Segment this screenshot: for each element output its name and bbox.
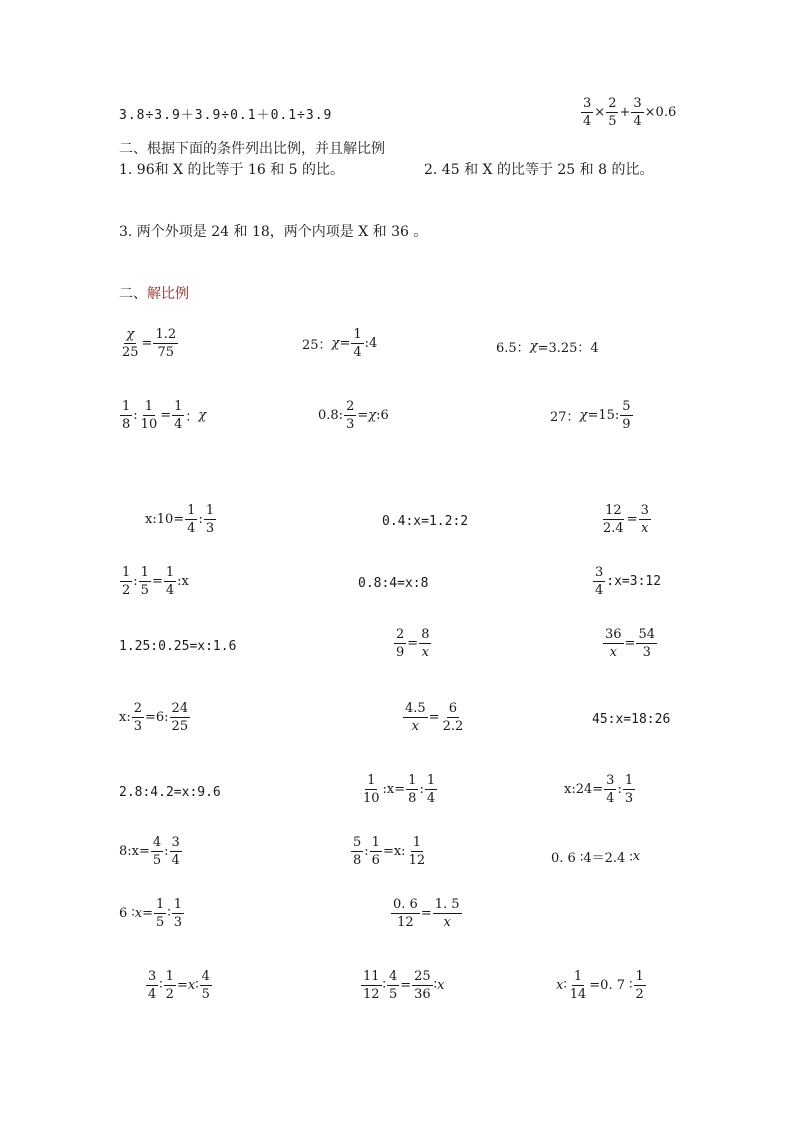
problem-4: $\frac{1}{8}$ : $\frac{1}{10}$ = $\frac{1}{4}$ ： χ bbox=[122, 399, 207, 432]
problem-26: $\frac{0. 6}{12}$ = $\frac{1. 5}{x}$ bbox=[393, 897, 460, 930]
top-expression-2: $\frac{3}{4}$ × $\frac{2}{5}$ + $\frac{3}{4}$ ×0.6 bbox=[583, 96, 677, 129]
problem-11: 0.8:4=x:8 bbox=[358, 576, 429, 591]
question-3: 3. 两个外项是 24 和 18，两个内项是 X 和 36 。 bbox=[119, 224, 428, 240]
fraction: $\frac{3}{4}$ bbox=[583, 96, 592, 129]
problem-24: 0. 6 ∶4＝2.4 ∶ x bbox=[551, 849, 641, 866]
problem-23: $\frac{5}{8}$ : $\frac{1}{6}$ =x: $\frac{1}{12}$ bbox=[353, 835, 426, 868]
problem-2: 25： χ = $\frac{1}{4}$ :4 bbox=[302, 327, 378, 360]
problem-29: x ∶ $\frac{1}{14}$ =0. 7 ∶ $\frac{1}{2}$ bbox=[556, 969, 644, 1002]
problem-9: $\frac{12}{2.4}$ = $\frac{3}{x}$ bbox=[603, 503, 649, 536]
problem-21: x:24= $\frac{3}{4}$ : $\frac{1}{3}$ bbox=[564, 773, 634, 806]
problem-15: $\frac{36}{x}$ = $\frac{54}{3}$ bbox=[605, 627, 655, 660]
fraction: $\frac{2}{5}$ bbox=[608, 96, 617, 129]
problem-25: 6 ∶ x = $\frac{1}{5}$ ∶ $\frac{1}{3}$ bbox=[119, 897, 182, 930]
problem-27: $\frac{3}{4}$ ∶ $\frac{1}{2}$ = x ∶ $\frac{4}{5}$ bbox=[148, 969, 210, 1002]
problem-17: $\frac{4.5}{x}$ = $\frac{6}{2.2}$ bbox=[405, 701, 464, 734]
problem-3: 6.5： χ =3.25：4 bbox=[496, 339, 599, 356]
fraction: $\frac{3}{4}$ bbox=[633, 96, 642, 129]
section-heading-list-proportion: 二、根据下面的条件列出比例，并且解比例 bbox=[119, 141, 385, 157]
problem-28: $\frac{11}{12}$ ∶ $\frac{4}{5}$ = $\frac{25}{36}$ ∶ x bbox=[363, 969, 445, 1002]
problem-6: 27： χ =15: $\frac{5}{9}$ bbox=[550, 399, 631, 432]
problem-12: $\frac{3}{4}$ :x=3:12 bbox=[595, 565, 662, 598]
problem-20: $\frac{1}{10}$ :x= $\frac{1}{8}$ : $\frac{1}{4}$ bbox=[363, 773, 436, 806]
question-1: 1. 96和 X 的比等于 16 和 5 的比。 bbox=[119, 162, 345, 178]
problem-13: 1.25:0.25=x:1.6 bbox=[119, 639, 237, 654]
problem-7: x:10= $\frac{1}{4}$ : $\frac{1}{3}$ bbox=[145, 503, 215, 536]
problem-16: x: $\frac{2}{3}$ =6: $\frac{24}{25}$ bbox=[119, 701, 189, 734]
problem-22: 8:x= $\frac{4}{5}$ : $\frac{3}{4}$ bbox=[119, 835, 180, 868]
problem-8: 0.4:x=1.2:2 bbox=[382, 514, 469, 529]
question-2: 2. 45 和 X 的比等于 25 和 8 的比。 bbox=[424, 162, 654, 178]
section-heading-solve-proportion: 二、解比例 bbox=[119, 286, 189, 302]
problem-19: 2.8:4.2=x:9.6 bbox=[119, 785, 221, 800]
problem-1: $\frac{\chi}{25}$ = $\frac{1.2}{75}$ bbox=[122, 327, 177, 360]
problem-18: 45:x=18:26 bbox=[592, 712, 671, 727]
problem-14: $\frac{2}{9}$ = $\frac{8}{x}$ bbox=[396, 627, 430, 660]
top-expression-1: 3.8÷3.9＋3.9÷0.1＋0.1÷3.9 bbox=[119, 108, 333, 123]
problem-5: 0.8: $\frac{2}{3}$ = χ :6 bbox=[318, 399, 389, 432]
problem-10: $\frac{1}{2}$ : $\frac{1}{5}$ = $\frac{1}{4}$ :x bbox=[122, 565, 189, 598]
